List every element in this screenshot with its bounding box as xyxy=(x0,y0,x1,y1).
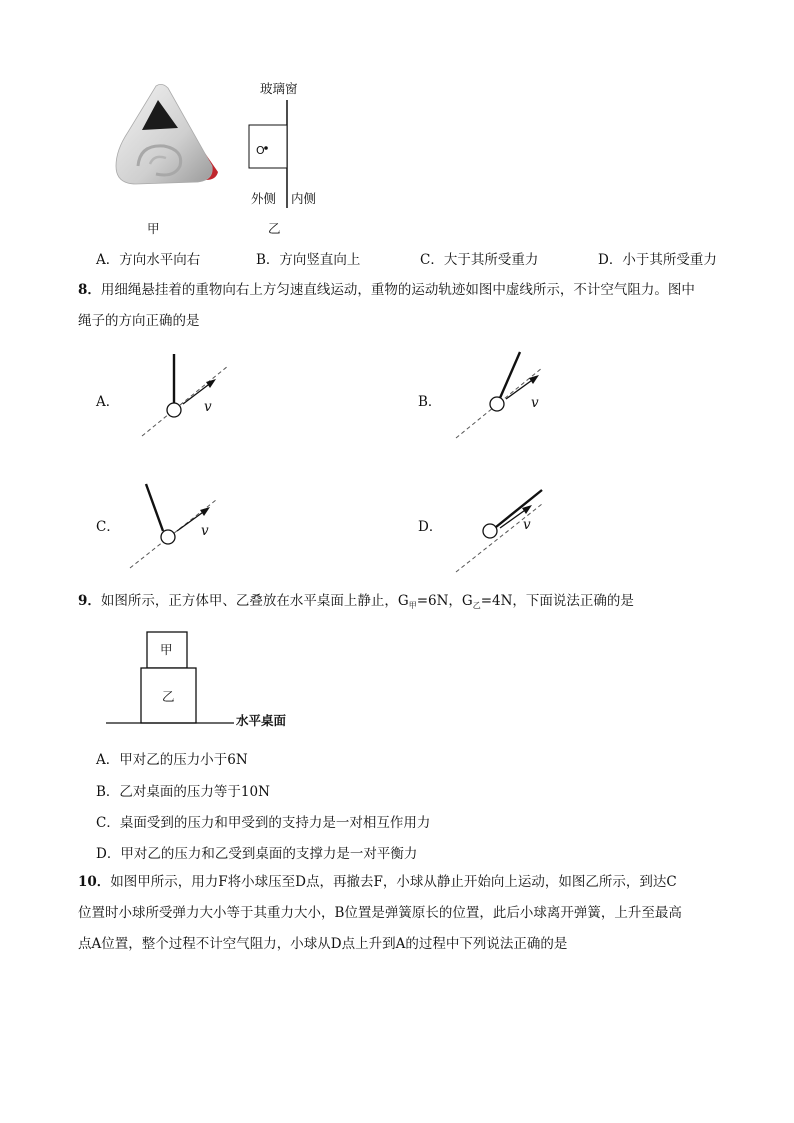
q9-option-b: B．乙对桌面的压力等于10N xyxy=(96,784,270,800)
question-number: 10． xyxy=(78,874,111,890)
weight-ball xyxy=(483,524,497,538)
q8-c-velocity-label: v xyxy=(201,523,209,539)
q8-b-velocity-label: v xyxy=(531,395,539,411)
q9-option-c: C．桌面受到的压力和甲受到的支持力是一对相互作用力 xyxy=(96,815,431,831)
weight-ball xyxy=(167,403,181,417)
inside-label: 内侧 xyxy=(291,191,317,206)
q8-option-c-diagram xyxy=(126,478,226,578)
q8-d-velocity-label: v xyxy=(523,517,531,533)
option-letter: C． xyxy=(420,252,444,268)
weight-ball xyxy=(490,397,504,411)
q10-stem-line3: 点A位置，整个过程不计空气阻力，小球从D点上升到A的过程中下列说法正确的是 xyxy=(78,936,568,952)
option-letter: B． xyxy=(256,252,280,268)
q9-stem: 9．如图所示，正方体甲、乙叠放在水平桌面上静止，$G_甲=6N$，$G_乙=4N$，下面说法正确的是 xyxy=(78,593,634,610)
q7-option-d xyxy=(598,248,717,268)
question-number: 9． xyxy=(78,593,101,609)
q8-option-c-letter: C． xyxy=(96,519,120,535)
q8-option-d-letter: D． xyxy=(418,519,443,535)
q7-option-b xyxy=(256,248,360,268)
point-o-label: O xyxy=(256,144,265,157)
block-yi-label: 乙 xyxy=(162,689,175,704)
option-text: 方向竖直向上 xyxy=(279,252,361,268)
q8-option-b-letter: B． xyxy=(418,394,442,410)
q8-stem-line1: 8．用细绳悬挂着的重物向右上方匀速直线运动，重物的运动轨迹如图中虚线所示，不计空气阻力。图中 xyxy=(78,282,695,298)
question-number: 8． xyxy=(78,282,101,298)
figure-yi-caption: 乙 xyxy=(268,221,281,236)
velocity-arrow-icon xyxy=(529,375,539,384)
rope-line xyxy=(146,484,163,531)
velocity-arrow-icon xyxy=(206,379,216,388)
q10-stem-line2: 位置时小球所受弹力大小等于其重力大小，B位置是弹簧原长的位置，此后小球离开弹簧，上升至最高 xyxy=(78,905,682,921)
option-letter: D． xyxy=(598,252,623,268)
rope-line xyxy=(496,490,542,527)
q10-stem-line1: 10．如图甲所示，用力F将小球压至D点，再撤去F，小球从静止开始向上运动，如图乙所示，到达C xyxy=(78,874,677,890)
q9-option-d: D．甲对乙的压力和乙受到桌面的支撑力是一对平衡力 xyxy=(96,846,418,862)
option-text: 大于其所受重力 xyxy=(443,252,539,268)
velocity-arrow-icon xyxy=(200,507,210,516)
weight-ball xyxy=(161,530,175,544)
table-surface-label: 水平桌面 xyxy=(236,713,287,728)
window-cleaner-photo xyxy=(108,80,223,190)
q8-a-velocity-label: v xyxy=(204,399,212,415)
option-letter: A． xyxy=(96,252,120,268)
q9-option-a: A．甲对乙的压力小于6N xyxy=(96,752,248,768)
q8-option-a-letter: A． xyxy=(96,394,120,410)
q8-option-d-diagram xyxy=(452,480,552,580)
window-cleaner-image xyxy=(108,80,223,190)
q8-option-a-diagram xyxy=(134,344,234,444)
option-text: 方向水平向右 xyxy=(119,252,201,268)
glass-window-label: 玻璃窗 xyxy=(260,81,298,96)
q8-stem-line2: 绳子的方向正确的是 xyxy=(78,313,200,329)
subscript-yi: 乙 xyxy=(472,601,481,610)
q7-option-a xyxy=(96,248,200,268)
block-jia-label: 甲 xyxy=(160,642,173,657)
option-text: 小于其所受重力 xyxy=(622,252,717,268)
subscript-jia: 甲 xyxy=(408,601,417,610)
q7-option-c xyxy=(420,248,538,268)
outside-label: 外侧 xyxy=(251,191,277,206)
figure-jia-caption: 甲 xyxy=(147,221,160,236)
